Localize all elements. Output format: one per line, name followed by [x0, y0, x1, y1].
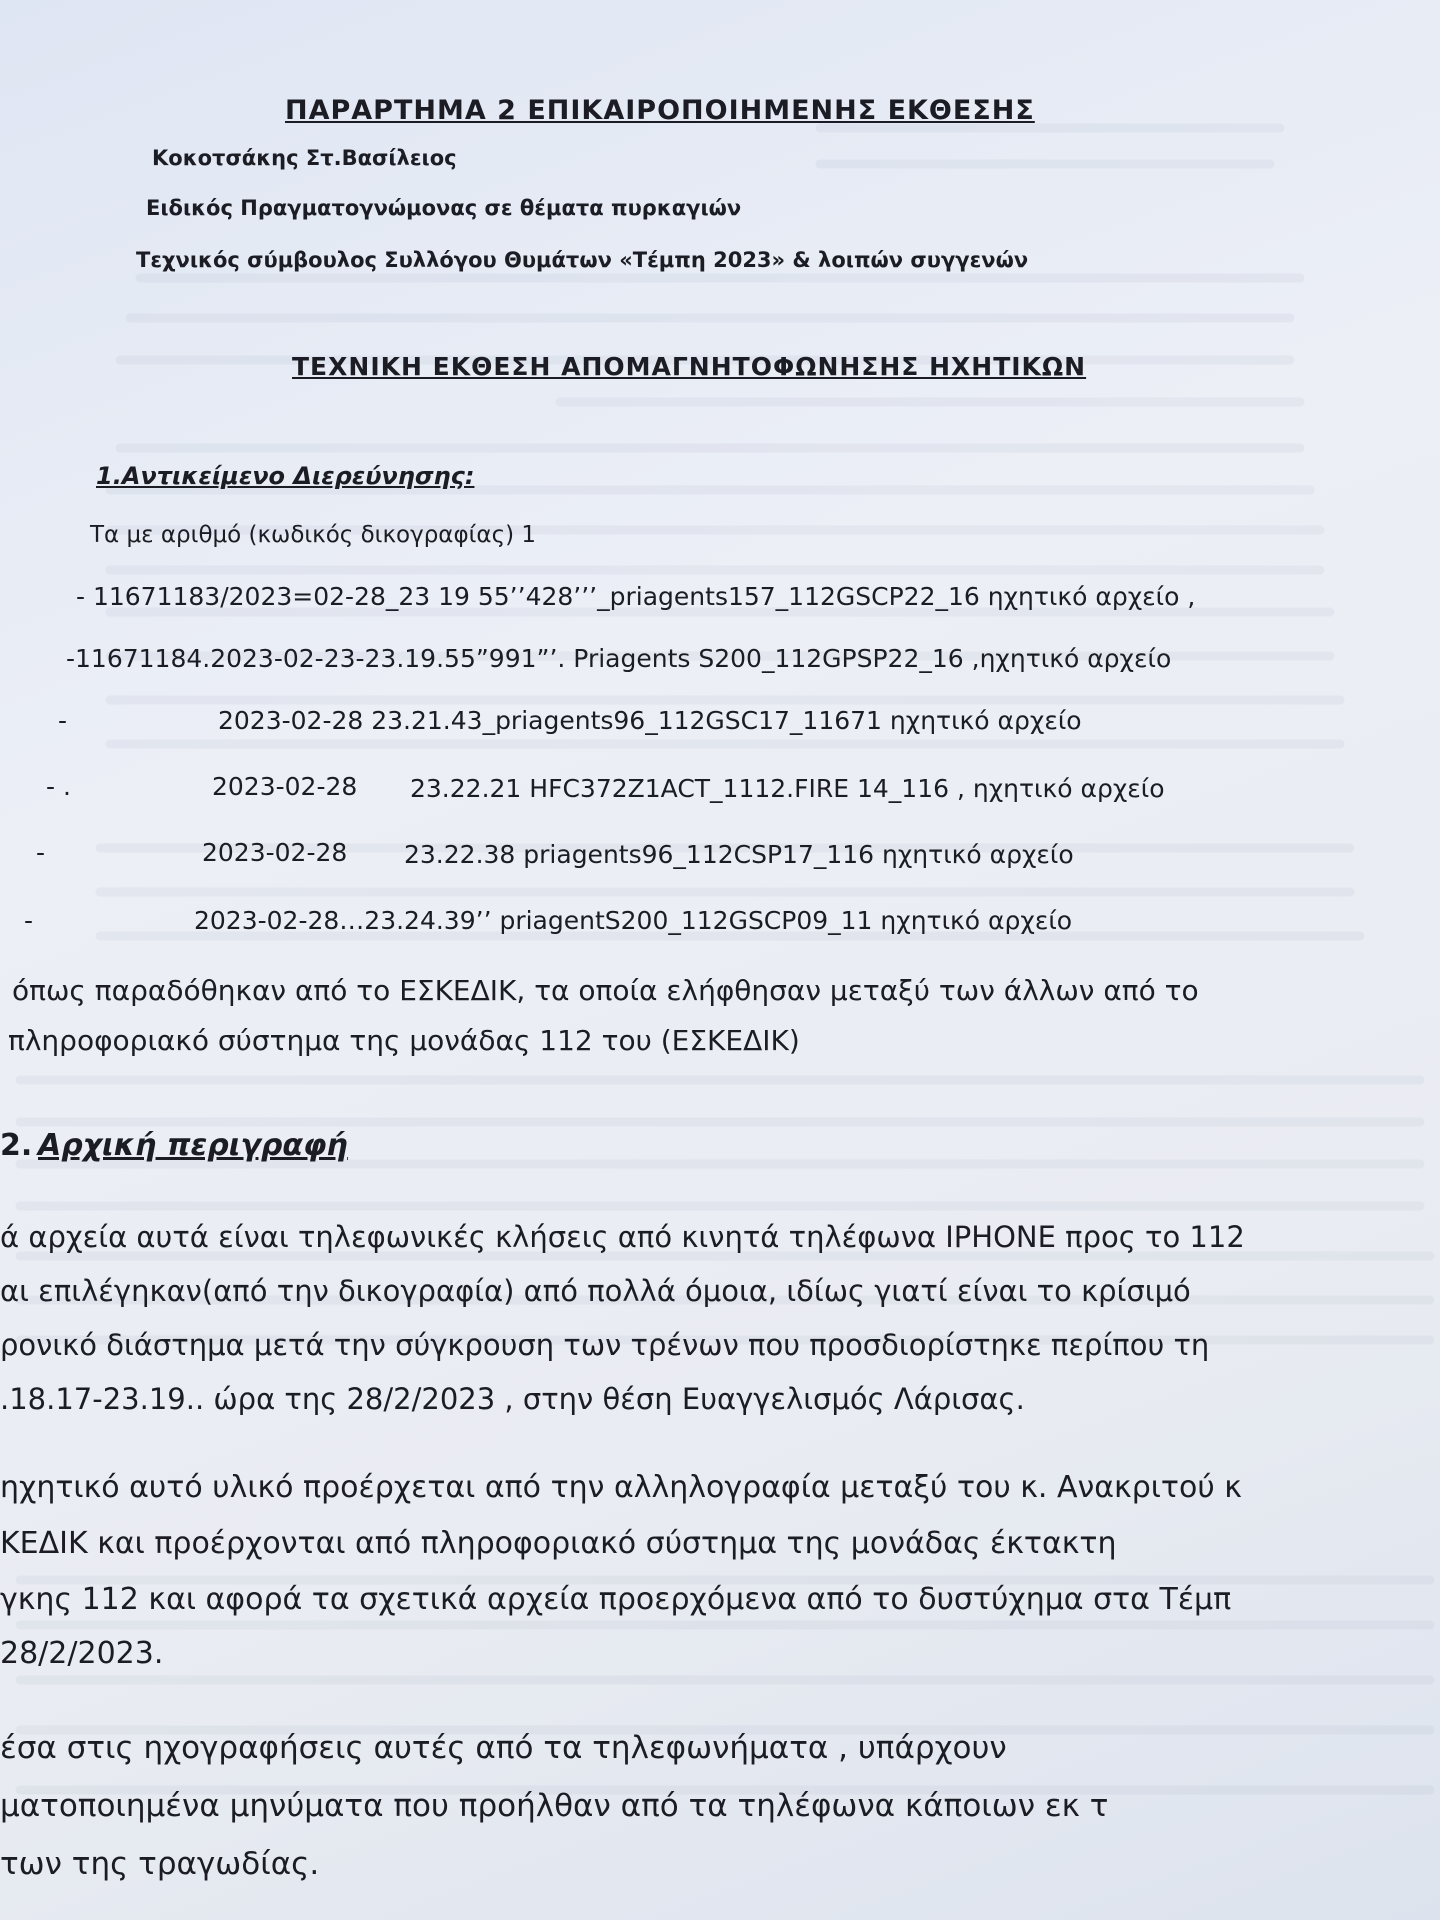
section2-para2-line4: 28/2/2023.: [0, 1636, 164, 1671]
file-line-3: 2023-02-28 23.21.43_priagents96_112GSC17_11671 ηχητικό αρχείο: [218, 706, 1082, 735]
file-line-2: -11671184.2023-02-23-23.19.55”991”’. Priagents S200_112GPSP22_16 ,ηχητικό αρχείο: [66, 644, 1172, 673]
file-line-3-dash: -: [58, 706, 68, 735]
section1-closing-2: πληροφοριακό σύστημα της μονάδας 112 του (ΕΣΚΕΔΙΚ): [8, 1024, 800, 1057]
author-name: Κοκοτσάκης Στ.Βασίλειος: [152, 146, 457, 170]
section2-para1-line1: ά αρχεία αυτά είναι τηλεφωνικές κλήσεις από κινητά τηλέφωνα IPHONE προς το 112: [0, 1220, 1245, 1254]
document-title: ΠΑΡΑΡΤΗΜΑ 2 ΕΠΙΚΑΙΡΟΠΟΙΗΜΕΝΗΣ ΕΚΘΕΣΗΣ: [285, 95, 1035, 126]
file-line-5: 23.22.38 priagents96_112CSP17_116 ηχητικό αρχείο: [404, 840, 1074, 869]
author-affiliation: Τεχνικός σύμβουλος Συλλόγου Θυμάτων «Τέμπη 2023» & λοιπών συγγενών: [136, 248, 1029, 272]
section2-heading: Αρχική περιγραφή: [38, 1128, 348, 1163]
file-line-4: 23.22.21 HFC372Z1ACT_1112.FIRE 14_116 , ηχητικό αρχείο: [410, 774, 1165, 803]
section1-heading: 1.Αντικείμενο Διερεύνησης:: [96, 462, 475, 490]
file-line-6-dash: -: [24, 906, 34, 935]
section2-para3-line3: των της τραγωδίας.: [0, 1846, 320, 1882]
file-line-5-dash: -: [36, 838, 46, 867]
section2-para3-line1: έσα στις ηχογραφήσεις αυτές από τα τηλεφωνήματα , υπάρχουν: [0, 1730, 1007, 1766]
file-line-1: - 11671183/2023=02-28_23 19 55’’428’’’_priagents157_112GSCP22_16 ηχητικό αρχείο ,: [76, 582, 1196, 611]
file-line-6: 2023-02-28…23.24.39’’ priagentS200_112GSCP09_11 ηχητικό αρχείο: [194, 906, 1073, 935]
file-line-4-dash: - .: [46, 772, 71, 801]
section2-para2-line1: ηχητικό αυτό υλικό προέρχεται από την αλληλογραφία μεταξύ του κ. Ανακριτού κ: [0, 1470, 1242, 1505]
section2-para2-line3: γκης 112 και αφορά τα σχετικά αρχεία προερχόμενα από το δυστύχημα στα Τέμπ: [0, 1582, 1232, 1617]
section1-intro: Τα με αριθμό (κωδικός δικογραφίας) 1: [90, 522, 536, 548]
section2-para3-line2: ματοποιημένα μηνύματα που προήλθαν από τα τηλέφωνα κάποιων εκ τ: [0, 1788, 1109, 1824]
section2-number: 2.: [0, 1128, 33, 1163]
section2-para2-line2: ΚΕΔΙΚ και προέρχονται από πληροφοριακό σύστημα της μονάδας έκτακτη: [0, 1526, 1117, 1561]
section2-para1-line3: ρονικό διάστημα μετά την σύγκρουση των τρένων που προσδιορίστηκε περίπου τη: [0, 1328, 1210, 1362]
file-line-5-date: 2023-02-28: [202, 838, 348, 867]
report-title: ΤΕΧΝΙΚΗ ΕΚΘΕΣΗ ΑΠΟΜΑΓΝΗΤΟΦΩΝΗΣΗΣ ΗΧΗΤΙΚΩΝ: [292, 352, 1087, 381]
section2-para1-line4: .18.17-23.19.. ώρα της 28/2/2023 , στην θέση Ευαγγελισμός Λάρισας.: [0, 1382, 1025, 1416]
section1-closing-1: όπως παραδόθηκαν από το ΕΣΚΕΔΙΚ, τα οποία ελήφθησαν μεταξύ των άλλων από το: [12, 974, 1199, 1007]
file-line-4-date: 2023-02-28: [212, 772, 358, 801]
author-role: Ειδικός Πραγματογνώμονας σε θέματα πυρκαγιών: [146, 196, 742, 220]
section2-para1-line2: αι επιλέγηκαν(από την δικογραφία) από πολλά όμοια, ιδίως γιατί είναι το κρίσιμό: [0, 1274, 1191, 1308]
